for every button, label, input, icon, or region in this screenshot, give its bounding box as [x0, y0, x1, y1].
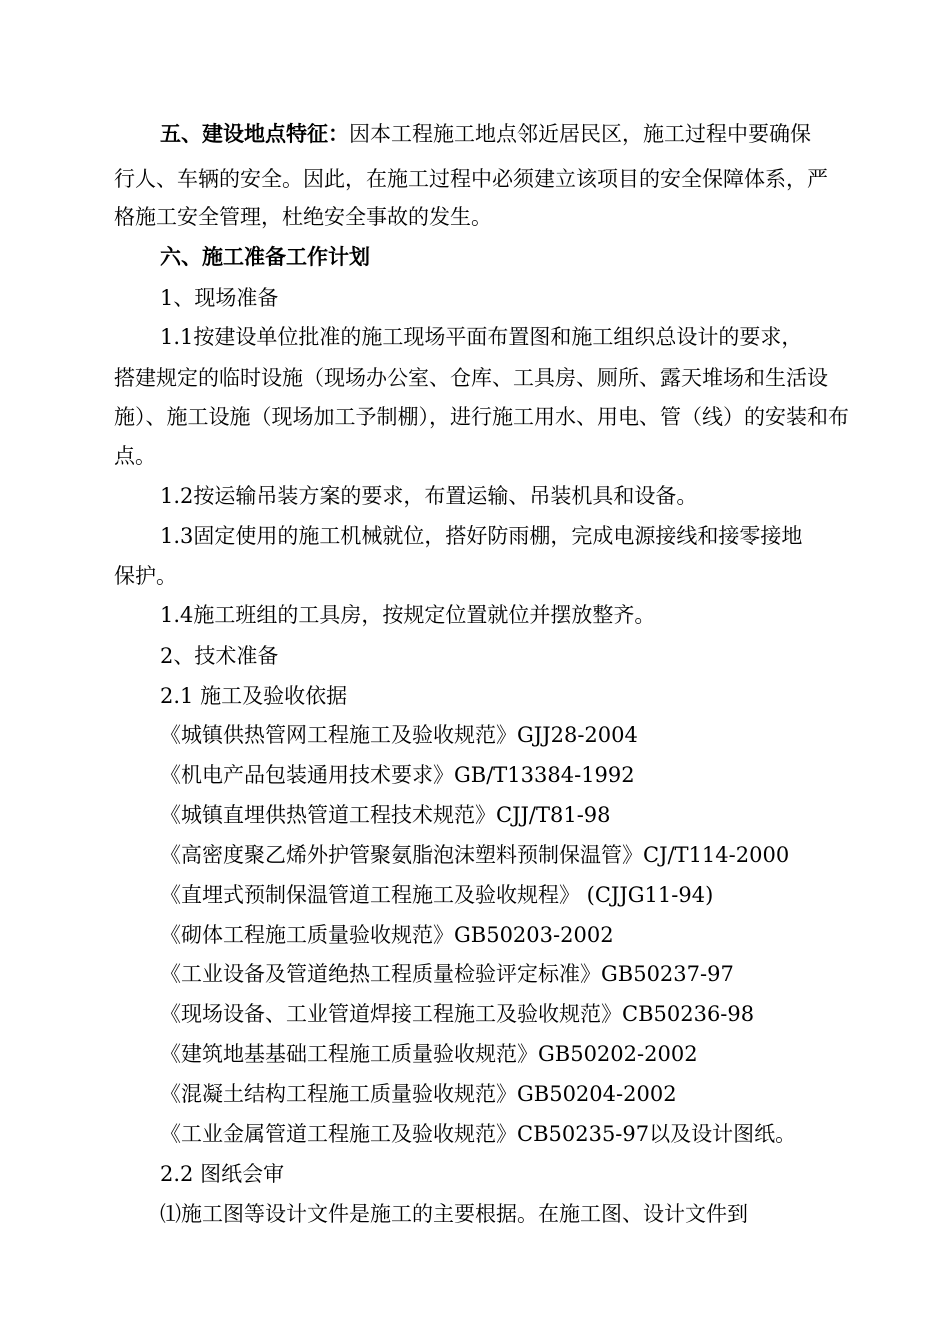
standard-8: 《现场设备、工业管道焊接工程施工及验收规范》CB50236-98: [160, 1002, 755, 1026]
standard-7: 《工业设备及管道绝热工程质量检验评定标准》GB50237-97: [160, 962, 734, 986]
tech-prep-title: 2、技术准备: [160, 644, 279, 668]
standard-10: 《混凝土结构工程施工质量验收规范》GB50204-2002: [160, 1082, 677, 1106]
standard-1: 《城镇供热管网工程施工及验收规范》GJJ28-2004: [160, 723, 638, 747]
item-1-1-line4: 点。: [114, 444, 156, 468]
section5-heading: 五、建设地点特征：: [160, 121, 349, 146]
site-prep-title: 1、现场准备: [160, 286, 279, 310]
standard-6: 《砌体工程施工质量验收规范》GB50203-2002: [160, 923, 614, 947]
section5-line2: 行人、车辆的安全。因此，在施工过程中必须建立该项目的安全保障体系，严: [114, 167, 828, 191]
section5-line3: 格施工安全管理，杜绝安全事故的发生。: [114, 205, 492, 229]
item-1-3-line2: 保护。: [114, 564, 177, 588]
sub-2-2-title: 2.2 图纸会审: [160, 1162, 285, 1186]
standard-9: 《建筑地基基础工程施工质量验收规范》GB50202-2002: [160, 1042, 698, 1066]
item-2-2-1: ⑴施工图等设计文件是施工的主要根据。在施工图、设计文件到: [160, 1202, 748, 1226]
standard-5: 《直埋式预制保温管道工程施工及验收规程》 (CJJG11-94): [160, 883, 714, 907]
standard-3: 《城镇直埋供热管道工程技术规范》CJJ/T81-98: [160, 803, 611, 827]
standard-4: 《高密度聚乙烯外护管聚氨脂泡沫塑料预制保温管》CJ/T114-2000: [160, 843, 790, 867]
item-1-3-line1: 1.3固定使用的施工机械就位，搭好防雨棚，完成电源接线和接零接地: [160, 524, 803, 548]
standard-2: 《机电产品包装通用技术要求》GB/T13384-1992: [160, 763, 635, 787]
item-1-1-line3: 施）、施工设施（现场加工予制棚），进行施工用水、用电、管（线）的安装和布: [114, 405, 849, 429]
item-1-2: 1.2按运输吊装方案的要求，布置运输、吊装机具和设备。: [160, 484, 698, 508]
section6-heading: 六、施工准备工作计划: [160, 244, 370, 269]
item-1-1-line1: 1.1按建设单位批准的施工现场平面布置图和施工组织总设计的要求，: [160, 325, 803, 349]
item-1-1-line2: 搭建规定的临时设施（现场办公室、仓库、工具房、厕所、露天堆场和生活设: [114, 366, 828, 390]
section5-line1: [160, 121, 811, 147]
standard-11: 《工业金属管道工程施工及验收规范》CB50235-97以及设计图纸。: [160, 1122, 797, 1146]
item-1-4: 1.4施工班组的工具房，按规定位置就位并摆放整齐。: [160, 603, 656, 627]
section5-text: 因本工程施工地点邻近居民区，施工过程中要确保: [349, 122, 811, 146]
sub-2-1-title: 2.1 施工及验收依据: [160, 684, 348, 708]
